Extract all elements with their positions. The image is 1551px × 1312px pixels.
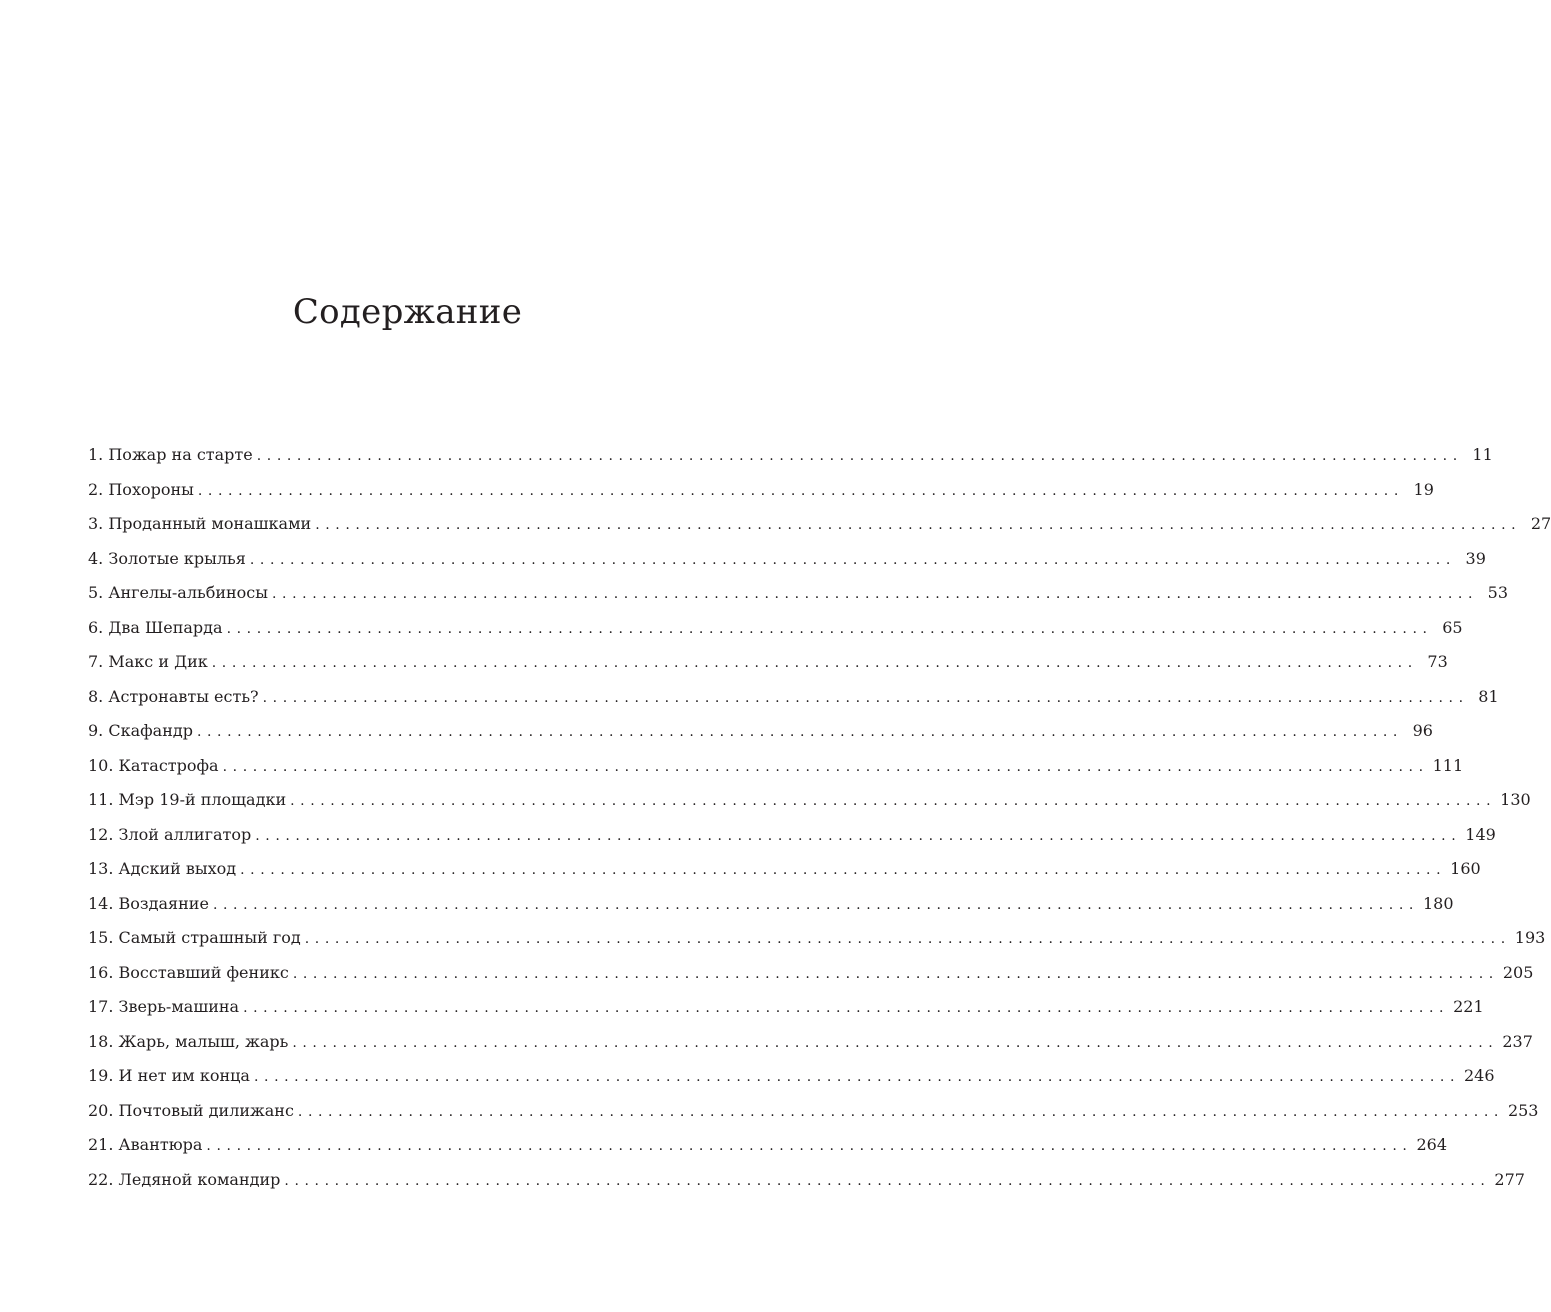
toc-entry	[88, 542, 1486, 577]
toc-entry-page-number: 27	[1530, 514, 1551, 533]
toc-entry-title: 10. Катастрофа	[88, 755, 219, 775]
table-of-contents	[88, 438, 1551, 1197]
toc-entry	[88, 714, 1433, 749]
dot-leader: ........................................................................................................................	[292, 1034, 1499, 1051]
toc-entry-page-number: 160	[1450, 859, 1481, 878]
toc-entry-title: 15. Самый страшный год	[88, 928, 301, 947]
toc-entry	[88, 818, 1496, 853]
toc-entry	[88, 680, 1499, 715]
toc-entry-page-number: 111	[1432, 755, 1464, 775]
dot-leader: ........................................................................................................................	[196, 724, 1403, 740]
toc-entry	[88, 1163, 1525, 1198]
toc-entry	[88, 576, 1509, 611]
toc-entry-title: 6. Два Шепарда	[88, 617, 223, 637]
toc-entry-title: 21. Авантюра	[88, 1135, 203, 1154]
dot-leader: ........................................................................................................................	[240, 862, 1447, 878]
toc-entry-page-number: 221	[1453, 997, 1484, 1016]
toc-entry-page-number: 11	[1472, 445, 1493, 464]
dot-leader: ........................................................................................................................	[249, 551, 1456, 568]
toc-entry-page-number: 253	[1507, 1100, 1539, 1120]
toc-entry-page-number: 53	[1487, 583, 1509, 602]
toc-entry	[88, 1128, 1447, 1163]
dot-leader: ........................................................................................................................	[222, 758, 1429, 775]
toc-entry	[88, 611, 1463, 646]
page-title: Содержание	[292, 292, 523, 332]
dot-leader: ........................................................................................................................	[304, 931, 1511, 947]
toc-entry-page-number: 246	[1464, 1066, 1495, 1085]
dot-leader: ........................................................................................................................	[211, 655, 1418, 671]
toc-entry-page-number: 264	[1416, 1135, 1447, 1154]
dot-leader: ........................................................................................................................	[290, 793, 1497, 809]
dot-leader: ........................................................................................................................	[243, 1000, 1450, 1016]
toc-entry-page-number: 130	[1500, 790, 1531, 809]
dot-leader: ........................................................................................................................	[315, 517, 1522, 533]
toc-entry-page-number: 205	[1502, 962, 1534, 982]
toc-entry-page-number: 237	[1502, 1031, 1533, 1051]
toc-entry-page-number: 96	[1412, 721, 1433, 740]
dot-leader: ........................................................................................................................	[197, 482, 1404, 499]
toc-entry-title: 3. Проданный монашками	[88, 514, 312, 533]
toc-entry	[88, 990, 1484, 1025]
toc-entry	[88, 1059, 1495, 1094]
toc-entry-title: 8. Астронавты есть?	[88, 686, 259, 706]
toc-entry	[88, 1025, 1533, 1060]
dot-leader: ........................................................................................................................	[256, 448, 1463, 464]
toc-entry-page-number: 65	[1442, 617, 1463, 637]
dot-leader: ........................................................................................................................	[297, 1103, 1504, 1120]
toc-entry-title: 1. Пожар на старте	[88, 445, 253, 464]
toc-entry-title: 19. И нет им конца	[88, 1066, 250, 1085]
toc-entry	[88, 473, 1434, 508]
dot-leader: ........................................................................................................................	[226, 620, 1433, 637]
toc-entry-page-number: 180	[1422, 893, 1454, 913]
toc-entry	[88, 921, 1546, 956]
toc-entry-page-number: 81	[1478, 686, 1499, 706]
toc-entry-title: 4. Золотые крылья	[88, 548, 246, 568]
dot-leader: ........................................................................................................................	[253, 1069, 1460, 1085]
toc-entry-title: 2. Похороны	[88, 479, 194, 499]
dot-leader: ........................................................................................................................	[262, 689, 1469, 706]
toc-entry-page-number: 149	[1465, 824, 1496, 844]
toc-entry-title: 12. Злой аллигатор	[88, 824, 252, 844]
toc-entry	[88, 956, 1534, 991]
dot-leader: ........................................................................................................................	[272, 586, 1479, 602]
toc-entry-page-number: 73	[1427, 652, 1448, 671]
toc-entry	[88, 507, 1551, 542]
toc-entry-title: 11. Мэр 19-й площадки	[88, 790, 287, 809]
toc-entry	[88, 438, 1493, 473]
toc-entry-title: 14. Воздаяние	[88, 893, 209, 913]
toc-entry	[88, 645, 1448, 680]
toc-entry-page-number: 193	[1514, 928, 1546, 947]
toc-entry-title: 22. Ледяной командир	[88, 1169, 281, 1189]
toc-entry-title: 17. Зверь-машина	[88, 997, 240, 1016]
toc-entry	[88, 783, 1531, 818]
toc-entry	[88, 852, 1481, 887]
toc-entry-page-number: 19	[1413, 479, 1434, 499]
dot-leader: ........................................................................................................................	[206, 1138, 1413, 1154]
dot-leader: ........................................................................................................................	[292, 965, 1499, 982]
toc-entry-page-number: 277	[1494, 1169, 1525, 1189]
toc-entry-title: 7. Макс и Дик	[88, 652, 208, 671]
toc-entry-title: 20. Почтовый дилижанс	[88, 1100, 294, 1120]
toc-entry	[88, 749, 1464, 784]
dot-leader: ........................................................................................................................	[255, 827, 1462, 844]
toc-entry-title: 5. Ангелы-альбиносы	[88, 583, 268, 602]
toc-entry-title: 16. Восставший феникс	[88, 962, 289, 982]
toc-entry-page-number: 39	[1465, 548, 1486, 568]
dot-leader: ........................................................................................................................	[284, 1172, 1491, 1189]
dot-leader: ........................................................................................................................	[212, 896, 1419, 913]
toc-entry-title: 9. Скафандр	[88, 721, 193, 740]
toc-entry-title: 13. Адский выход	[88, 859, 237, 878]
toc-entry	[88, 887, 1454, 922]
toc-entry	[88, 1094, 1539, 1129]
toc-entry-title: 18. Жарь, малыш, жарь	[88, 1031, 289, 1051]
